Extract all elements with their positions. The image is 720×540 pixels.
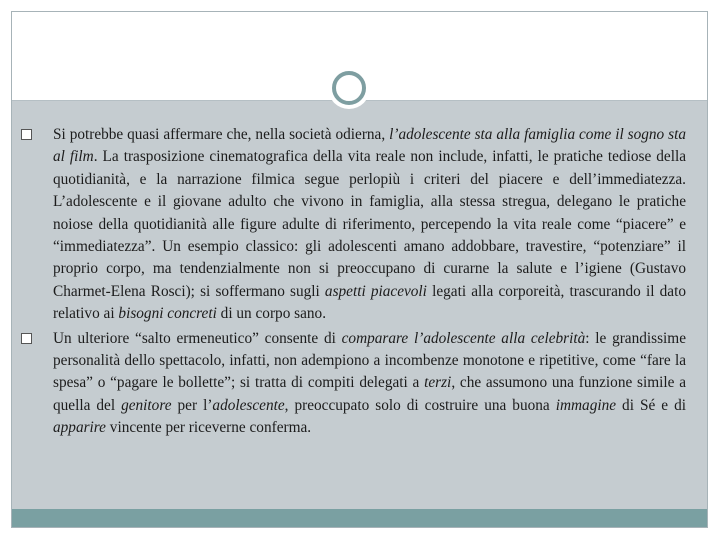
italic-run: terzi [424, 374, 452, 392]
text-run: di un corpo sano. [216, 305, 327, 323]
paragraph-1 [21, 124, 686, 326]
paragraph-2 [21, 328, 686, 440]
italic-run: l’adolescente sta alla famiglia come il sogno sta al film [53, 126, 686, 166]
text-run: : le grandissime personalità dello spettacolo, infatti, non adempiono a incombenze monotone e ripetitive, come “fare la spesa” o “pagare le bollette”; si tratta di compiti delegati a [53, 329, 686, 392]
paragraph-2-text [53, 330, 686, 437]
slide-footer-bar [12, 509, 707, 527]
text-run: , preoccupato solo di costruire una buona [284, 396, 556, 414]
ring-inner [332, 71, 366, 105]
italic-run: adolescente [212, 396, 285, 414]
slide-content [21, 124, 686, 442]
italic-run: genitore [121, 396, 172, 414]
square-bullet-icon [21, 333, 32, 344]
italic-run: aspetti piacevoli [324, 282, 427, 300]
italic-run: bisogni concreti [118, 305, 217, 323]
italic-run: comparare l’adolescente alla celebrità [341, 329, 586, 347]
text-run: Si potrebbe quasi affermare che, nella società odierna, [53, 126, 390, 143]
text-run: vincente per riceverne conferma. [105, 419, 312, 437]
italic-run: apparire [53, 419, 106, 437]
ring-ornament-icon [328, 67, 370, 109]
square-bullet-icon [21, 129, 32, 140]
text-run: . La trasposizione cinematografica della vita reale non include, infatti, le pratiche tediose della quotidianità, e la narrazione filmica segue perlopiù i criteri del piacere e dell’immediatezza. L’adolescente e il giovane adulto che vivono in famiglia, alla stessa stregua, delegano le pratiche noiose della quotidianità alle figure adulte di riferimento, percependo la vita reale come “piacere” e “immediatezza”. Un esempio classico: gli adolescenti amano addobbare, travestire, “potenziare” il proprio corpo, ma tendenzialmente non si preoccupano di curarne la salute e l’igiene (Gustavo Charmet-Elena Rosci); si soffermano sugli [53, 148, 686, 300]
italic-run: immagine [555, 396, 617, 414]
text-run: Un ulteriore “salto ermeneutico” consente di [53, 329, 342, 347]
text-run: , che assumono una funzione simile a quella del [53, 374, 687, 414]
paragraph-1-text [53, 126, 686, 322]
text-run: per l’ [171, 396, 213, 414]
text-run: di Sé e di [616, 396, 686, 414]
text-run: legati alla corporeità, trascurando il dato relativo ai [53, 282, 686, 323]
